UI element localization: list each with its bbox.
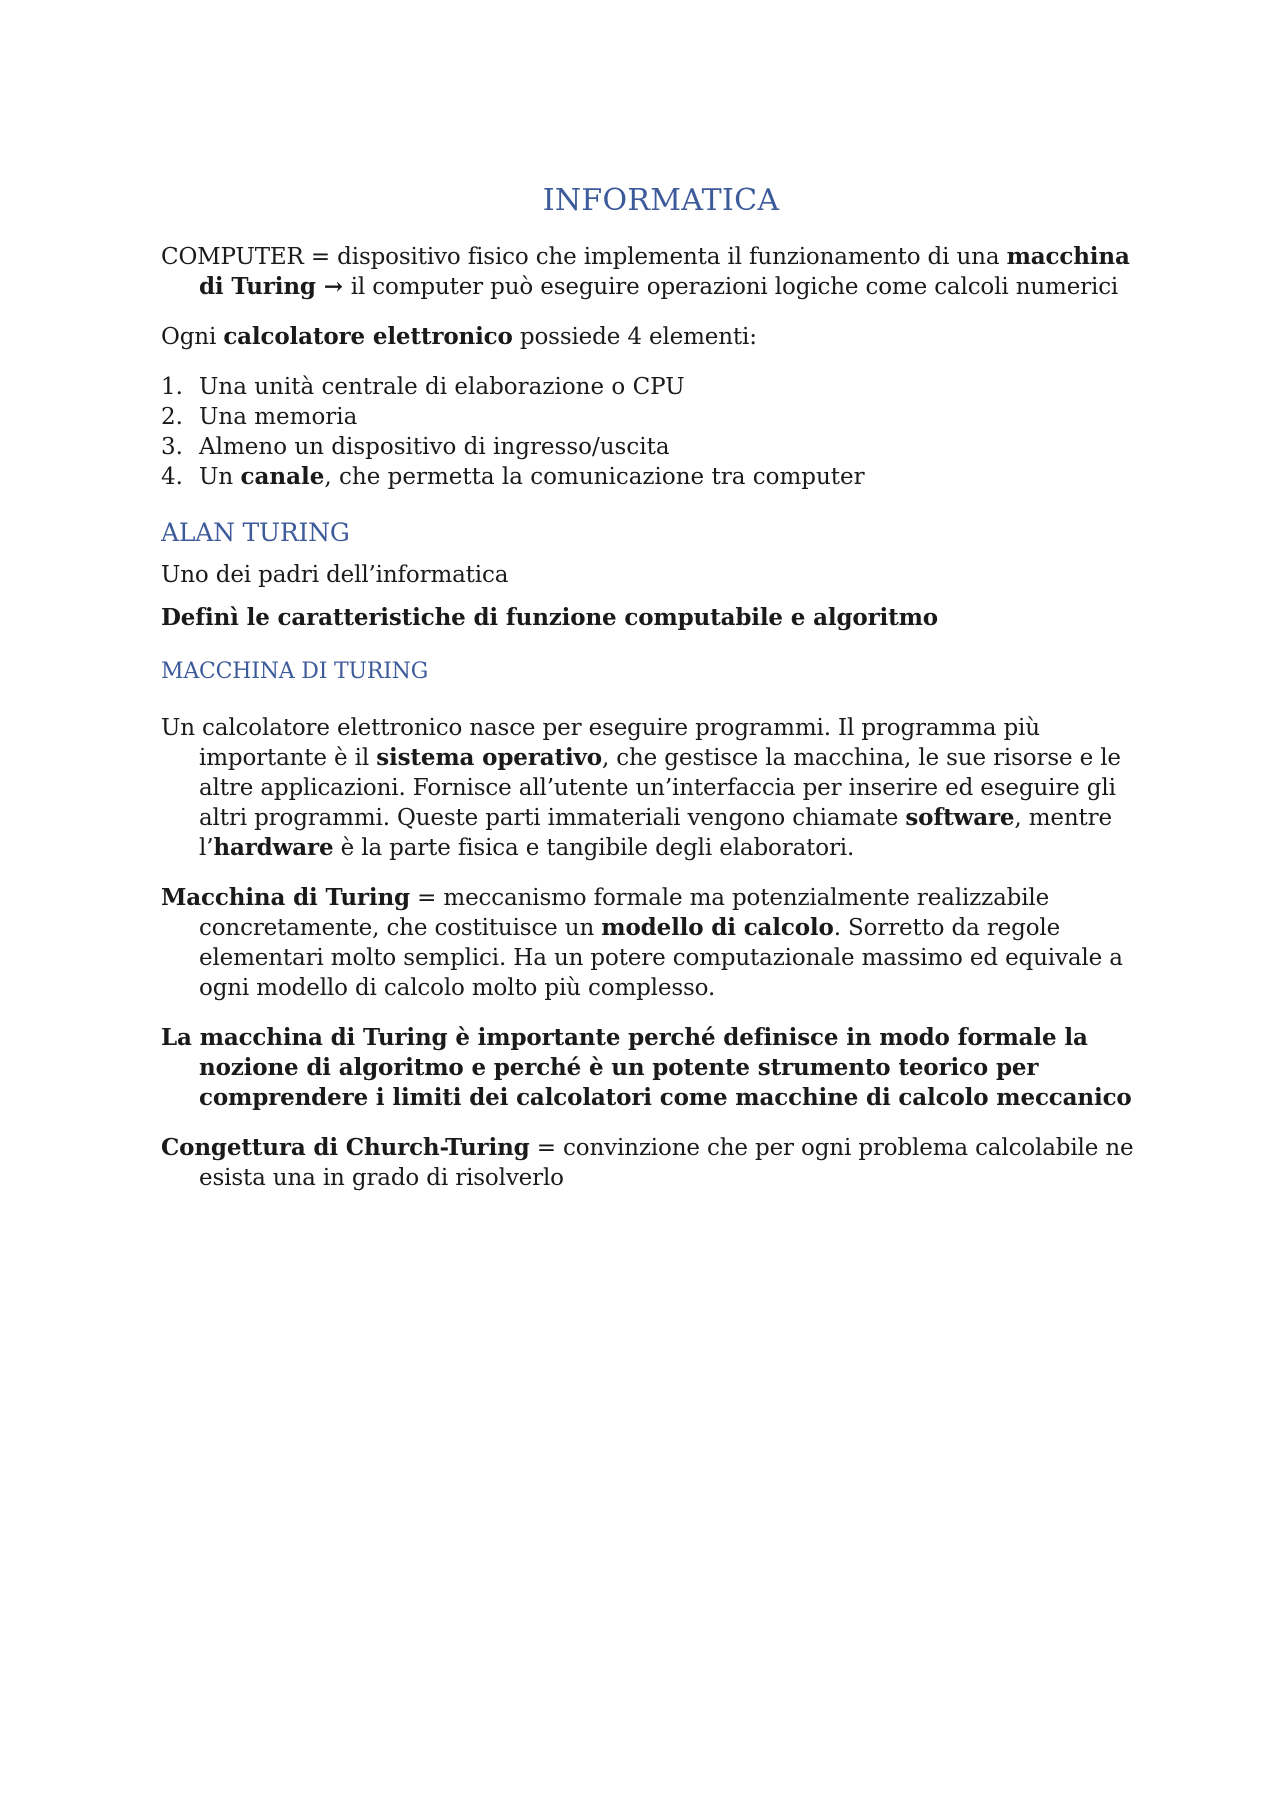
elements-intro-text-2: possiede 4 elementi:	[512, 324, 757, 350]
turing-def-text-1: = meccanismo formale ma potenzialmente realizzabile concretamente, che costituisce un	[199, 885, 1050, 941]
heading-macchina-di-turing: MACCHINA DI TURING	[161, 659, 429, 684]
list-text: Almeno un dispositivo di ingresso/uscita	[199, 434, 670, 460]
turing-definition	[161, 883, 1161, 1003]
elements-intro	[161, 322, 1161, 352]
list-number: 2.	[161, 404, 183, 430]
software-bold-3: hardware	[213, 834, 334, 861]
alan-line-1: Uno dei padri dell’informatica	[161, 562, 509, 588]
list-text: Una memoria	[199, 404, 358, 430]
list-item	[161, 462, 1161, 492]
software-bold-1: sistema operativo	[376, 744, 602, 771]
elements-list	[161, 372, 1161, 492]
list-text	[199, 462, 865, 492]
turing-def-text-2: . Sorretto da regole elementari molto semplici. Ha un potere computazionale massimo ed equivale a ogni modello di calcolo molto più complesso.	[199, 915, 1123, 1001]
list-text-bold: canale	[240, 463, 325, 490]
importance-paragraph: La macchina di Turing è importante perché definisce in modo formale la nozione di algoritmo e perché è un potente strumento teorico per comprendere i limiti dei calcolatori come macchine di calcolo meccanico	[161, 1024, 1132, 1111]
software-bold-2: software	[905, 804, 1015, 831]
list-number: 4.	[161, 464, 183, 490]
list-text: Una unità centrale di elaborazione o CPU	[199, 374, 685, 400]
alan-line-2: Definì le caratteristiche di funzione computabile e algoritmo	[161, 604, 938, 631]
software-text-1: Un calcolatore elettronico nasce per eseguire programmi. Il programma più importante è il	[161, 715, 1040, 771]
computer-def-text-2: il computer può eseguire operazioni logiche come calcoli numerici	[350, 274, 1119, 300]
list-item	[161, 372, 1161, 402]
list-text-post: , che permetta la comunicazione tra computer	[324, 464, 865, 490]
list-text-pre: Un	[199, 464, 241, 490]
heading-alan-turing: ALAN TURING	[161, 518, 350, 547]
software-text-4: è la parte fisica e tangibile degli elaboratori.	[333, 835, 855, 861]
turing-def-bold-2: modello di calcolo	[601, 914, 834, 941]
church-bold: Congettura di Church-Turing	[161, 1134, 530, 1161]
elements-intro-text-1: Ogni	[161, 324, 224, 350]
list-number: 1.	[161, 374, 183, 400]
computer-def-text-1: = dispositivo fisico che implementa il funzionamento di una	[303, 244, 1007, 270]
list-number: 3.	[161, 434, 183, 460]
church-turing-paragraph	[161, 1133, 1161, 1193]
document-page	[161, 178, 1161, 1193]
turing-def-bold-1: Macchina di Turing	[161, 884, 410, 911]
arrow-icon: →	[315, 273, 351, 300]
list-item	[161, 402, 1161, 432]
term-computer: COMPUTER	[161, 244, 304, 270]
computer-definition	[161, 242, 1161, 302]
list-item	[161, 432, 1161, 462]
church-text: = convinzione che per ogni problema calcolabile ne esista una in grado di risolverlo	[199, 1135, 1134, 1191]
software-text-2: , che gestisce la macchina, le sue risorse e le altre applicazioni. Fornisce all’utente un’interfaccia per inserire ed eseguire gli altri programmi. Queste parti immateriali vengono chiamate	[199, 745, 1121, 831]
computer-def-bold-1: macchina di Turing	[199, 243, 1130, 300]
elements-intro-bold: calcolatore elettronico	[223, 323, 513, 350]
document-title: INFORMATICA	[542, 183, 780, 218]
software-text-3: , mentre l’	[199, 805, 1112, 861]
software-paragraph	[161, 713, 1161, 863]
